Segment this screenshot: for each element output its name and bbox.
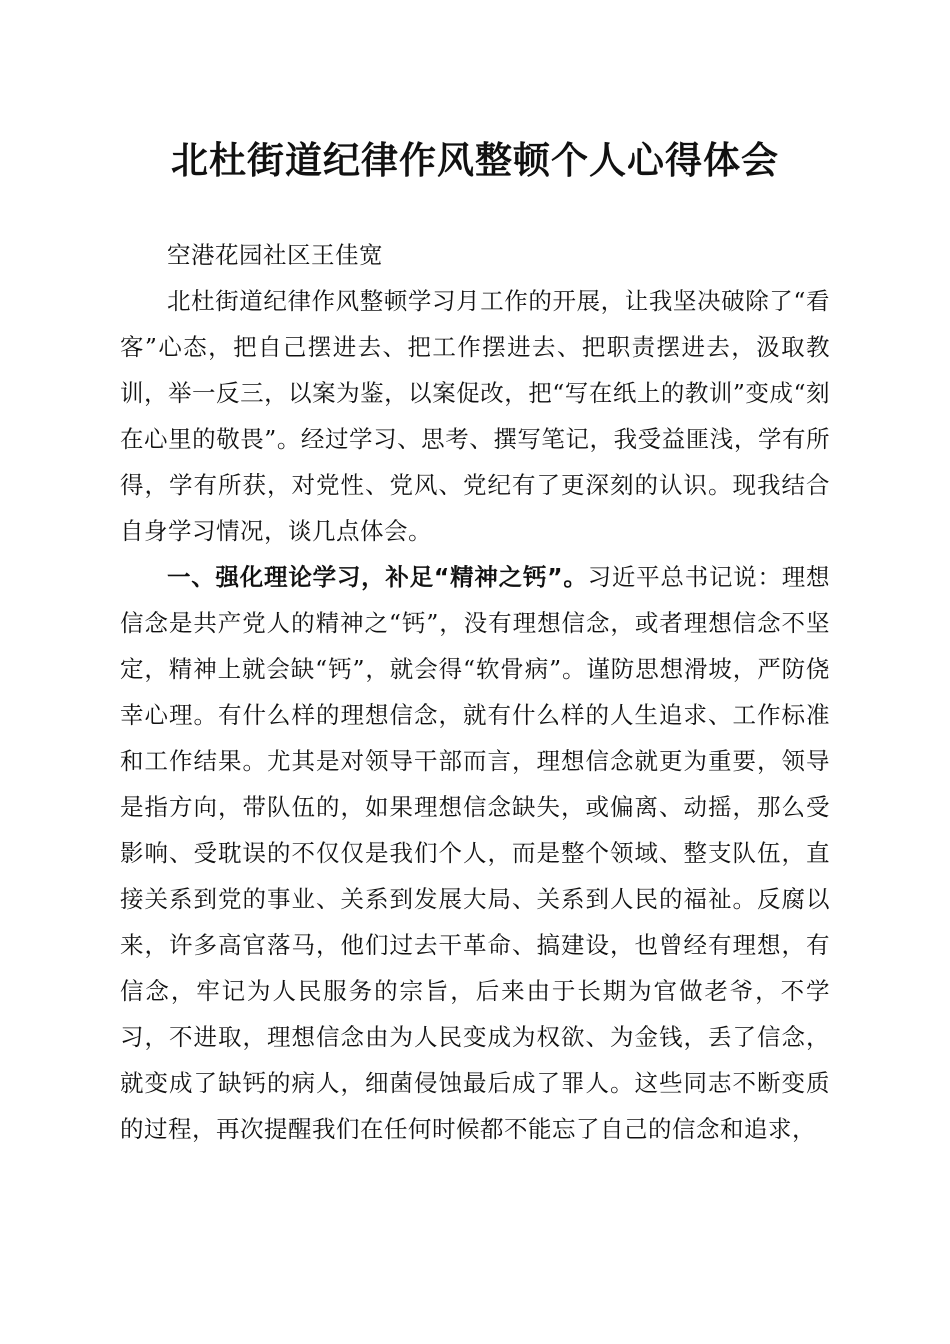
author-line: 空港花园社区王佳宽 [167,241,383,269]
document-body [120,232,830,1152]
section-1-body: 习近平总书记说：理想信念是共产党人的精神之“钙”，没有理想信念，或者理想信念不坚定，精神上就会缺“钙”，就会得“软骨病”。谨防思想滑坡，严防侥幸心理。有什么样的理想信念，就有什么样的人生追求、工作标准和工作结果。尤其是对领导干部而言，理想信念就更为重要，领导是指方向，带队伍的，如果理想信念缺失，或偏离、动摇，那么受影响、受耽误的不仅仅是我们个人，而是整个领域、整支队伍，直接关系到党的事业、关系到发展大局、关系到人民的福祉。反腐以来，许多高官落马，他们过去干革命、搞建设，也曾经有理想，有信念，牢记为人民服务的宗旨，后来由于长期为官做老爷，不学习，不进取，理想信念由为人民变成为权欲、为金钱，丢了信念，就变成了缺钙的病人，细菌侵蚀最后成了罪人。这些同志不断变质的过程，再次提醒我们在任何时候都不能忘了自己的信念和追求， [120,563,831,1143]
document-title: 北杜街道纪律作风整顿个人心得体会 [171,138,779,182]
intro-paragraph: 北杜街道纪律作风整顿学习月工作的开展，让我坚决破除了“看客”心态，把自己摆进去、把工作摆进去、把职责摆进去，汲取教训，举一反三，以案为鉴，以案促改，把“写在纸上的教训”变成“刻在心里的敬畏”。经过学习、思考、撰写笔记，我受益匪浅，学有所得，学有所获，对党性、党风、党纪有了更深刻的认识。现我结合自身学习情况，谈几点体会。 [120,287,830,545]
section-1-heading: 一、强化理论学习，补足“精神之钙”。 [167,563,588,591]
section-1-paragraph [120,554,830,1152]
